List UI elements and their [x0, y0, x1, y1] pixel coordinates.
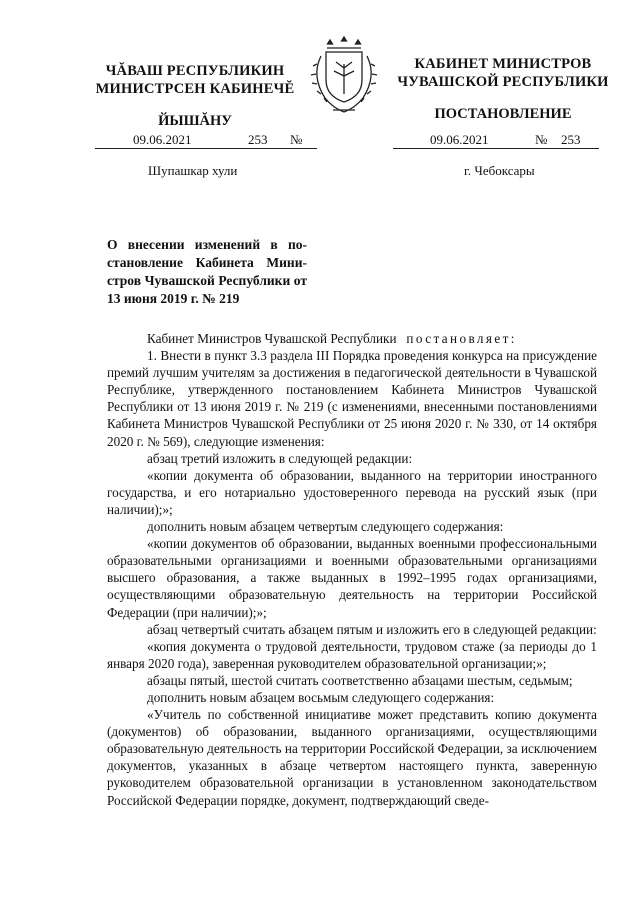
city-left: Шупашкар хули	[148, 163, 238, 178]
body-paragraph: абзац третий изложить в следующей редакции:	[147, 450, 413, 466]
intro-verb: постановляет:	[406, 331, 517, 346]
document-subject: О внесении изменений в по-становление Кабинета Мини-стров Чувашской Республики от 13 июня 2019 г. № 219	[107, 237, 307, 306]
date-line-left	[95, 132, 317, 148]
header-left-line1: ЧĂВАШ РЕСПУБЛИКИН	[105, 63, 285, 79]
body-paragraph: 1. Внести в пункт 3.3 раздела III Порядка проведения конкурса на присуждение премий лучшим учителям за достижения в педагогической деятельности в Чувашской Республике, утвержденного постановлением Кабинета Министров Чувашской Республики от 13 июня 2019 г. № 219 (с изменениями, внесенными постановлениями Кабинета Министров Чувашской Республики от 25 июня 2020 г. № 330, от 14 октября 2020 г. № 569), следующие изменения:	[107, 348, 597, 449]
body-paragraph: абзацы пятый, шестой считать соответственно абзацами шестым, седьмым;	[147, 672, 573, 688]
date-right: 09.06.2021	[430, 132, 489, 147]
header-right-line1: КАБИНЕТ МИНИСТРОВ	[414, 56, 592, 72]
date-rule-right	[393, 148, 599, 149]
document-body	[107, 330, 597, 809]
header-left-line2: МИНИСТРСЕН КАБИНЕЧĔ	[95, 81, 295, 97]
date-left: 09.06.2021	[133, 132, 192, 147]
body-paragraph: абзац четвертый считать абзацем пятым и изложить его в следующей редакции:	[147, 621, 597, 637]
number-right: 253	[561, 132, 581, 147]
date-rule-left	[95, 148, 317, 149]
city-right: г. Чебоксары	[464, 163, 535, 178]
header-left-kind: ЙЫШĂНУ	[158, 113, 232, 129]
body-paragraph: «копии документа об образовании, выданного на территории иностранного государства, и его нотариально удостоверенного перевода на русский язык (при наличии);»;	[107, 467, 597, 517]
number-left: 253	[248, 132, 268, 147]
body-paragraph: «Учитель по собственной инициативе может представить копию документа (документов) об образовании, выданного организациями, осуществляющими образовательную деятельность на территории Российской Федерации, за исключением документов, указанных в абзаце четвертом настоящего пункта, заверенную руководителем образовательной организации в установленном законодательством Российской Федерации порядке, документ, подтверждающий сведе-	[107, 707, 597, 808]
number-sign-right: №	[535, 132, 548, 147]
header-right-kind: ПОСТАНОВЛЕНИЕ	[434, 106, 572, 122]
body-paragraph: «копии документов об образовании, выданных военными профессиональными образовательными организациями и военными образовательными организациями высшего образования, а также выданных в 1992–1995 годах организациями, осуществляющими образовательную деятельность на территории Российской Федерации (при наличии);»;	[107, 536, 597, 620]
header-left-block	[70, 62, 320, 130]
intro-lead: Кабинет Министров Чувашской Республики	[147, 331, 397, 346]
body-paragraph: дополнить новым абзацем четвертым следующего содержания:	[147, 519, 504, 535]
body-paragraph: дополнить новым абзацем восьмым следующего содержания:	[147, 689, 495, 705]
intro-paragraph	[107, 330, 597, 347]
date-line-right	[393, 132, 599, 148]
chuvash-coat-of-arms-icon	[303, 34, 385, 118]
header-right-block	[378, 55, 628, 123]
header-right-line2: ЧУВАШСКОЙ РЕСПУБЛИКИ	[397, 74, 609, 90]
number-sign-left: №	[290, 132, 303, 147]
body-paragraph: «копия документа о трудовой деятельности, трудовом стаже (за периоды до 1 января 2020 года), заверенная руководителем образовательной организации;»;	[107, 638, 597, 671]
